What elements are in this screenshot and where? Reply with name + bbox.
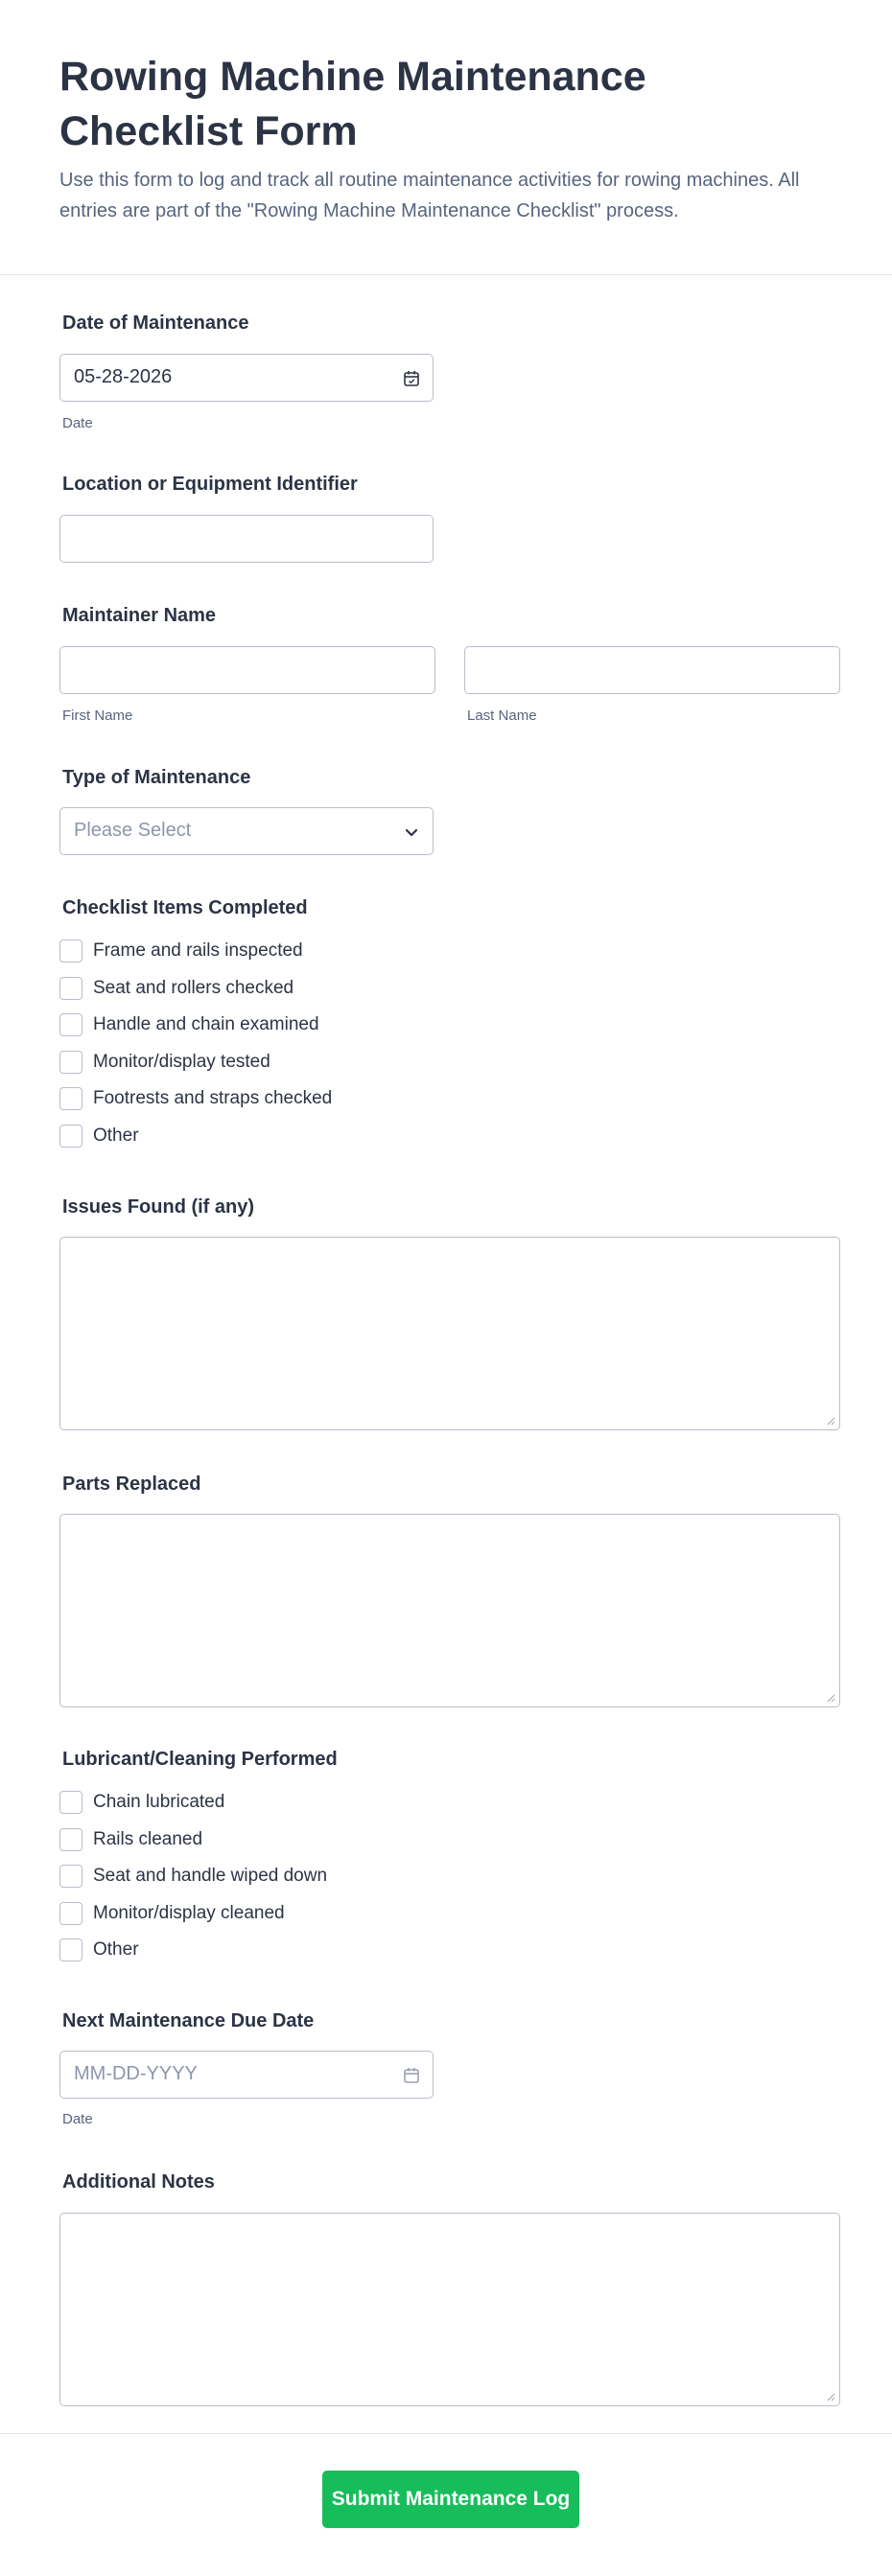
lubricant-group	[59, 1784, 327, 1969]
maintenance-date-input[interactable]	[59, 354, 434, 402]
lubricant-item[interactable]: Rails cleaned	[59, 1822, 327, 1859]
calendar-icon[interactable]	[402, 369, 421, 388]
notes-label: Additional Notes	[62, 2171, 215, 2193]
calendar-icon[interactable]	[402, 2066, 421, 2085]
parts-textarea[interactable]	[59, 1514, 840, 1707]
next-due-sublabel: Date	[62, 2111, 93, 2127]
notes-textarea[interactable]	[59, 2213, 840, 2406]
footer-divider	[0, 2433, 892, 2434]
checklist-item[interactable]: Footrests and straps checked	[59, 1080, 332, 1118]
checklist-label: Checklist Items Completed	[62, 897, 308, 918]
checkbox[interactable]	[59, 940, 82, 963]
checkbox[interactable]	[59, 1087, 82, 1110]
checklist-item[interactable]: Monitor/display tested	[59, 1044, 332, 1081]
form-title: Rowing Machine Maintenance Checklist Form	[59, 54, 646, 154]
next-due-placeholder: MM-DD-YYYY	[74, 2063, 198, 2084]
checkbox[interactable]	[59, 1051, 82, 1074]
form-header	[0, 0, 892, 275]
resize-grip-icon[interactable]	[826, 1416, 835, 1426]
last-name-input[interactable]	[464, 646, 840, 694]
maintenance-type-label: Type of Maintenance	[62, 767, 251, 788]
issues-label: Issues Found (if any)	[62, 1196, 255, 1218]
checkbox[interactable]	[59, 1791, 82, 1814]
checkbox[interactable]	[59, 1828, 82, 1851]
maintenance-type-placeholder: Please Select	[74, 820, 192, 841]
checklist-item[interactable]: Other	[59, 1118, 332, 1155]
submit-button[interactable]: Submit Maintenance Log	[322, 2471, 579, 2528]
first-name-input[interactable]	[59, 646, 435, 694]
checklist-item[interactable]: Handle and chain examined	[59, 1007, 332, 1044]
checkbox[interactable]	[59, 1865, 82, 1888]
location-input[interactable]	[59, 515, 434, 563]
next-due-date-input[interactable]	[59, 2051, 434, 2099]
first-name-sublabel: First Name	[62, 708, 133, 724]
parts-label: Parts Replaced	[62, 1474, 201, 1495]
lubricant-item[interactable]: Other	[59, 1932, 327, 1969]
maintainer-name-label: Maintainer Name	[62, 605, 217, 626]
maintenance-date-sublabel: Date	[62, 415, 93, 431]
resize-grip-icon[interactable]	[826, 1693, 835, 1703]
last-name-sublabel: Last Name	[467, 708, 537, 724]
lubricant-item[interactable]: Seat and handle wiped down	[59, 1858, 327, 1895]
checklist-item[interactable]: Seat and rollers checked	[59, 970, 332, 1008]
lubricant-item[interactable]: Monitor/display cleaned	[59, 1895, 327, 1933]
lubricant-item[interactable]: Chain lubricated	[59, 1784, 327, 1822]
checklist-item[interactable]: Frame and rails inspected	[59, 933, 332, 970]
checkbox[interactable]	[59, 977, 82, 1000]
checkbox[interactable]	[59, 1902, 82, 1925]
checklist-group	[59, 933, 332, 1154]
maintenance-type-select[interactable]	[59, 807, 434, 855]
issues-textarea[interactable]	[59, 1237, 840, 1430]
location-label: Location or Equipment Identifier	[62, 474, 358, 495]
resize-grip-icon[interactable]	[826, 2392, 835, 2402]
maintenance-date-value: 05-28-2026	[74, 366, 173, 387]
date-of-maintenance-label: Date of Maintenance	[62, 313, 249, 334]
chevron-down-icon	[402, 823, 421, 842]
lubricant-label: Lubricant/Cleaning Performed	[62, 1749, 338, 1770]
checkbox[interactable]	[59, 1938, 82, 1961]
checkbox[interactable]	[59, 1125, 82, 1148]
form-description: Use this form to log and track all routine maintenance activities for rowing machines. All entries are part of the "Rowing Machine Maintenance Checklist" process.	[59, 170, 800, 221]
checkbox[interactable]	[59, 1013, 82, 1036]
next-due-label: Next Maintenance Due Date	[62, 2010, 315, 2031]
